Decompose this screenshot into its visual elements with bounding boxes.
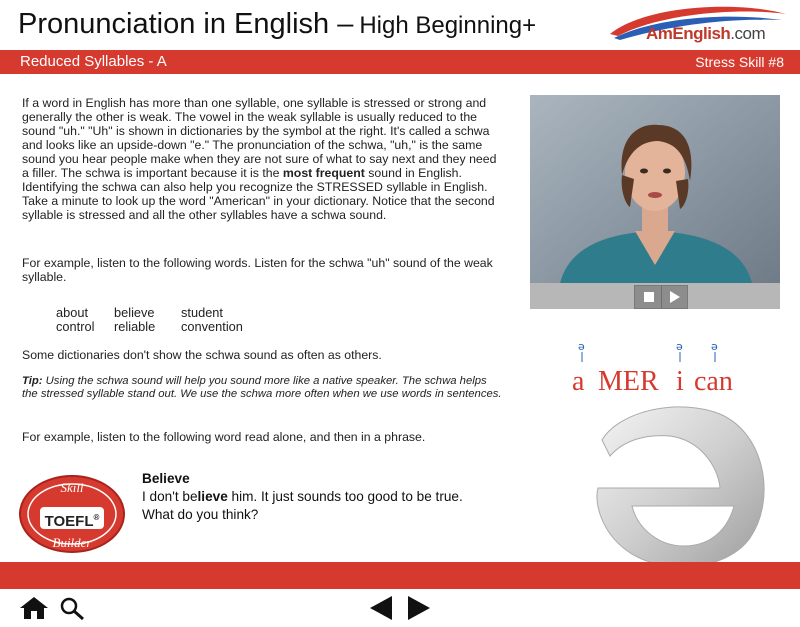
logo-brand: AmEnglish — [646, 24, 731, 43]
word-student[interactable]: student — [181, 305, 223, 320]
phrase-examples — [142, 470, 463, 524]
word-reliable[interactable]: reliable — [114, 319, 156, 334]
america-schwa-illustration — [572, 340, 772, 400]
next-button[interactable] — [406, 594, 432, 622]
badge-builder-text: Builder — [52, 535, 92, 550]
badge-skill-text: Skill — [60, 480, 84, 495]
syllable-i: i — [676, 366, 684, 397]
play-icon — [662, 286, 686, 308]
phrase2-b: lieve — [197, 489, 228, 504]
schwa-symbol-graphic — [580, 400, 780, 570]
search-button[interactable] — [58, 595, 86, 621]
intro-paragraph — [22, 96, 504, 256]
schwa-mark-1: ə — [578, 340, 585, 353]
control-group — [634, 285, 688, 309]
word-convention[interactable]: convention — [181, 319, 243, 334]
toefl-skill-builder-badge — [18, 474, 126, 554]
tip-text: Using the schwa sound will help you sound more like a native speaker. The schwa helps the stressed syllable stand out. We use the schwa more often when we use words in sentences. — [22, 375, 502, 400]
dictionary-note: Some dictionaries don't show the schwa sound as often as others. — [22, 348, 382, 362]
lesson-title: Reduced Syllables - A — [20, 53, 167, 70]
word-believe[interactable]: believe — [114, 305, 155, 320]
home-icon — [18, 595, 50, 621]
phrase-sentence-1[interactable] — [142, 488, 463, 506]
intro-bold: most frequent — [282, 166, 365, 180]
word-row-1 — [56, 306, 243, 320]
word-list — [56, 306, 243, 334]
title-main: Pronunciation in English – — [18, 8, 354, 40]
logo-suffix: .com — [730, 24, 766, 43]
video-controls — [530, 283, 780, 309]
intro-text-a: If a word in English has more than one syllable, one syllable is stressed or strong and generally the other is weak. The vowel in the weak syllable is usually reduced to the sound "uh." "Uh" is shown in dictionaries by the symbol at the right. It's called a schwa and looks like an upside-down "e." The pronunciation of the schwa, "uh," is the same sound you hear people make when they are not sure of what to say next and they need a filler. The schwa is important because it is the — [22, 96, 497, 180]
badge-toefl-text — [40, 507, 104, 529]
phrase-word-alone[interactable] — [142, 470, 463, 488]
previous-button[interactable] — [368, 594, 394, 622]
footer-nav — [0, 589, 800, 625]
phrase-example-paragraph: For example, listen to the following word read alone, and then in a phrase. — [22, 430, 426, 444]
tip-label: Tip: — [22, 375, 43, 387]
phrase1-a: Be — [142, 471, 160, 486]
intro-text-b: sound in English. Identifying the schwa can also help you recognize the STRESSED syllable in English. Take a minute to look up the word "American" in your dictionary. Notice that the second syllable is stressed and all the other syllables have a schwa sound. — [22, 166, 495, 222]
phrase-sentence-2[interactable]: What do you think? — [142, 507, 259, 522]
word-row-2 — [56, 320, 243, 334]
stop-icon — [637, 286, 661, 308]
syllable-mer: MER — [598, 366, 659, 397]
phrase2-c: him. It just sounds too good to be true. — [227, 489, 463, 504]
word-control[interactable]: control — [56, 319, 95, 334]
skill-number: Stress Skill #8 — [695, 54, 784, 70]
footer-bar — [0, 562, 800, 589]
logo-text — [646, 24, 765, 44]
search-icon — [58, 595, 86, 621]
example-paragraph: For example, listen to the following words. Listen for the schwa "uh" sound of the weak syllable. — [22, 256, 493, 284]
lesson-content — [22, 96, 504, 444]
stop-button[interactable] — [637, 286, 661, 308]
arrow-left-icon — [368, 594, 394, 622]
schwa-markers — [582, 352, 715, 362]
badge-toefl-word: TOEFL — [44, 513, 94, 530]
arrow-right-icon — [406, 594, 432, 622]
badge-registered-mark: ® — [93, 513, 100, 522]
schwa-mark-2: ə — [676, 340, 683, 353]
page-title — [18, 8, 536, 41]
video-player[interactable] — [530, 95, 780, 283]
word-about[interactable]: about — [56, 305, 89, 320]
syllable-can: can — [694, 366, 733, 397]
schwa-mark-3: ə — [711, 340, 718, 353]
lesson-bar — [0, 50, 800, 74]
play-button[interactable] — [661, 286, 686, 308]
header — [0, 0, 800, 50]
presenter-video-frame — [530, 95, 780, 283]
tip-paragraph — [22, 375, 504, 401]
syllable-a: a — [572, 366, 585, 397]
phrase2-a: I don't be — [142, 489, 198, 504]
title-level: High Beginning+ — [359, 12, 537, 39]
home-button[interactable] — [18, 595, 50, 621]
phrase1-b: lieve — [159, 471, 190, 486]
